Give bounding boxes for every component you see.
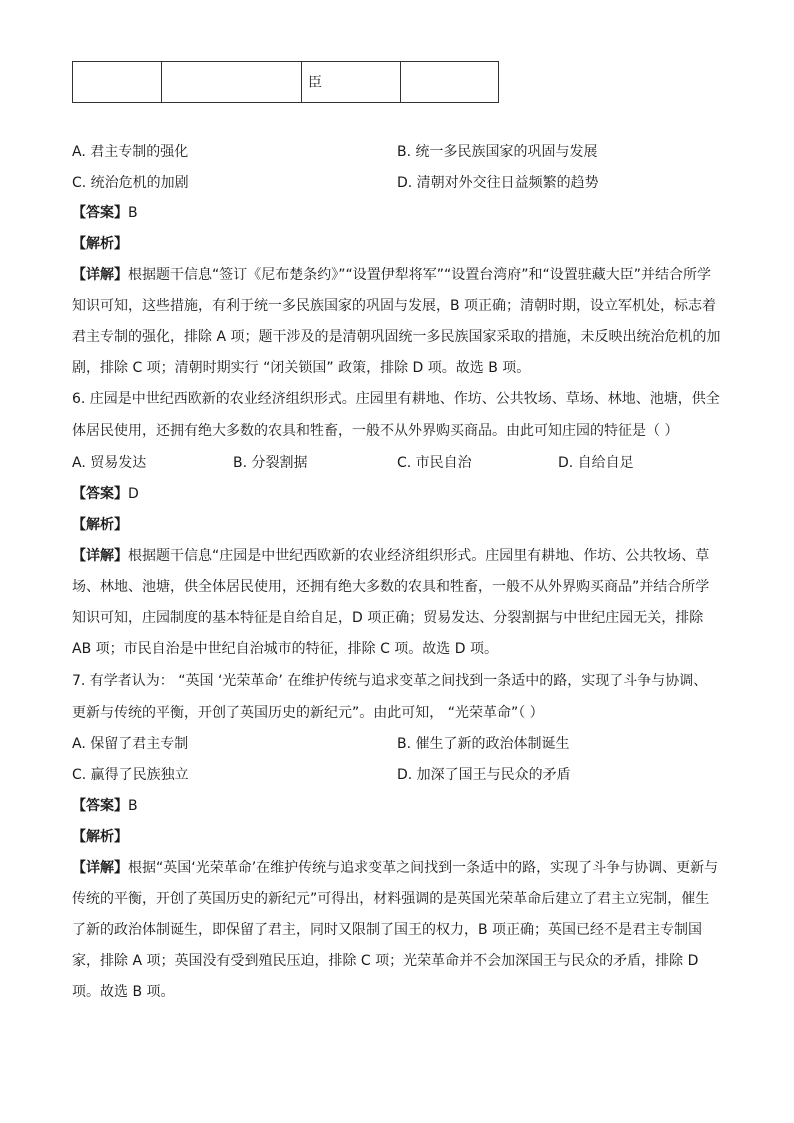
q7-detail-line: 传统的平衡，开创了英国历史的新纪元”可得出，材料强调的是英国光荣革命后建立了君主立宪制，催生 xyxy=(72,891,710,907)
q7-detail-line: 家，排除 A 项；英国没有受到殖民压迫，排除 C 项；光荣革命并不会加深国王与民众的矛盾，排除 D xyxy=(72,953,699,969)
q6-detail-line xyxy=(72,546,709,566)
q7-option-d: D. 加深了国王与民众的矛盾 xyxy=(397,767,571,783)
q5-detail-line: 知识可知，这些措施，有利于统一多民族国家的巩固与发展，B 项正确；清朝时期，设立军机处，标志着 xyxy=(72,298,717,314)
detail-label: 【详解】 xyxy=(72,548,128,564)
q6-option-c: C. 市民自治 xyxy=(397,455,472,471)
q5-answer xyxy=(72,203,138,223)
q5-option-a: A. 君主专制的强化 xyxy=(72,144,189,160)
detail-label: 【详解】 xyxy=(72,860,128,876)
q6-detail-line: 场、林地、池塘，供全体居民使用，还拥有绝大多数的农具和牲畜，一般不从外界购买商品”并结合所学 xyxy=(72,579,710,595)
q7-detail-line xyxy=(72,858,718,878)
q7-analysis-label: 【解析】 xyxy=(72,829,128,845)
q5-option-c: C. 统治危机的加剧 xyxy=(72,175,189,191)
q7-stem-line: 7. 有学者认为： “英国 ‘光荣革命’ 在维护传统与追求变革之间找到一条适中的路，实现了斗争与协调、 xyxy=(72,673,708,689)
q6-stem-line: 体居民使用，还拥有绝大多数的农具和牲畜，一般不从外界购买商品。由此可知庄园的特征是（ ） xyxy=(72,423,679,439)
q5-detail-line: 君主专制的强化，排除 A 项；题干涉及的是清朝巩固统一多民族国家采取的措施，未反映出统治危机的加 xyxy=(72,329,721,345)
q5-option-b: B. 统一多民族国家的巩固与发展 xyxy=(397,144,598,160)
q6-detail-line: AB 项；市民自治是中世纪自治城市的特征，排除 C 项。故选 D 项。 xyxy=(72,641,498,657)
table-fragment xyxy=(72,61,499,103)
answer-value: B xyxy=(128,205,138,221)
q7-answer xyxy=(72,796,138,816)
detail-label: 【详解】 xyxy=(72,267,128,283)
q6-option-b: B. 分裂割据 xyxy=(233,455,308,471)
q6-detail-line: 知识可知，庄园制度的基本特征是自给自足，D 项正确；贸易发达、分裂割据与中世纪庄园无关，排除 xyxy=(72,610,704,626)
q6-analysis-label: 【解析】 xyxy=(72,517,128,533)
q6-answer xyxy=(72,484,139,504)
q6-stem-line: 6. 庄园是中世纪西欧新的农业经济组织形式。庄园里有耕地、作坊、公共牧场、草场、林地、池塘，供全 xyxy=(72,391,720,407)
q5-detail-line xyxy=(72,265,711,285)
q5-detail-line: 剧，排除 C 项；清朝时期实行 “闭关锁国” 政策，排除 D 项。故选 B 项。 xyxy=(72,360,531,376)
table-cell xyxy=(401,62,499,103)
q7-detail-line: 项。故选 B 项。 xyxy=(72,984,175,1000)
q7-stem-line: 更新与传统的平衡，开创了英国历史的新纪元”。由此可知， “光荣革命”（ ） xyxy=(72,705,544,721)
q7-option-c: C. 赢得了民族独立 xyxy=(72,767,189,783)
answer-value: D xyxy=(128,486,139,502)
q6-option-a: A. 贸易发达 xyxy=(72,455,147,471)
answer-label: 【答案】 xyxy=(72,205,128,221)
q7-option-a: A. 保留了君主专制 xyxy=(72,736,189,752)
q7-option-b: B. 催生了新的政治体制诞生 xyxy=(397,736,570,752)
q5-option-d: D. 清朝对外交往日益频繁的趋势 xyxy=(397,175,599,191)
table-cell xyxy=(73,62,162,103)
table-cell: 臣 xyxy=(302,62,401,103)
table-cell xyxy=(162,62,302,103)
answer-label: 【答案】 xyxy=(72,798,128,814)
q7-detail-line: 了新的政治体制诞生，即保留了君主，同时又限制了国王的权力，B 项正确；英国已经不是君主专制国 xyxy=(72,922,703,938)
detail-text: 根据题干信息“签订《尼布楚条约》”“设置伊犁将军”“设置台湾府”和“设置驻藏大臣”并结合所学 xyxy=(128,267,712,283)
answer-value: B xyxy=(128,798,138,814)
detail-text: 根据“英国‘光荣革命’在维护传统与追求变革之间找到一条适中的路，实现了斗争与协调、更新与 xyxy=(128,860,719,876)
q6-option-d: D. 自给自足 xyxy=(558,455,634,471)
detail-text: 根据题干信息“庄园是中世纪西欧新的农业经济组织形式。庄园里有耕地、作坊、公共牧场、草 xyxy=(128,548,710,564)
answer-label: 【答案】 xyxy=(72,486,128,502)
table-row xyxy=(73,62,499,103)
q5-analysis-label: 【解析】 xyxy=(72,236,128,252)
